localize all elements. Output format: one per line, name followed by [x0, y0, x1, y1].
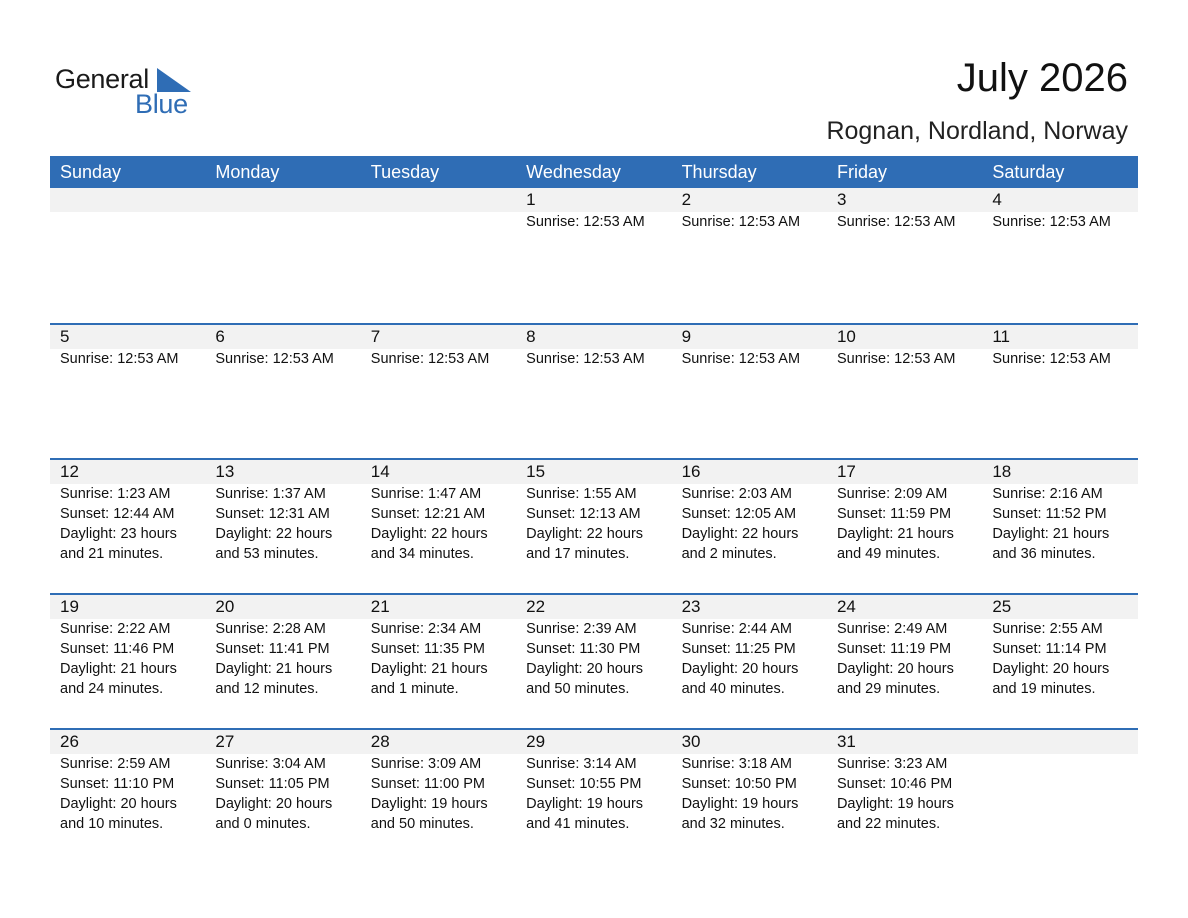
day-number: 9	[681, 327, 692, 346]
day-detail-line: Sunrise: 12:53 AM	[681, 351, 801, 367]
day-number: 14	[370, 462, 390, 481]
day-detail-line: Sunrise: 2:22 AM	[60, 621, 171, 637]
day-details	[837, 212, 982, 232]
day-details	[682, 754, 827, 834]
day-detail-line: Sunset: 12:21 AM	[370, 506, 486, 522]
day-detail-line: Sunrise: 2:44 AM	[681, 621, 792, 637]
day-detail-line: Sunrise: 12:53 AM	[992, 214, 1111, 230]
day-detail-line: and 2 minutes.	[681, 546, 777, 562]
day-details	[992, 212, 1137, 232]
day-details	[60, 754, 205, 834]
day-details	[371, 619, 516, 699]
day-details	[837, 619, 982, 699]
day-detail-line: Sunrise: 1:37 AM	[215, 486, 326, 502]
day-cell	[50, 595, 205, 699]
day-row	[50, 188, 1138, 232]
day-detail-line: Daylight: 21 hours	[215, 661, 333, 677]
day-number: 15	[526, 462, 546, 481]
day-detail-line: and 21 minutes.	[60, 546, 164, 562]
day-detail-line: Sunrise: 12:53 AM	[526, 214, 645, 230]
day-detail-line: Sunrise: 3:14 AM	[526, 756, 637, 772]
day-details	[371, 754, 516, 834]
day-detail-line: Daylight: 21 hours	[836, 526, 954, 542]
day-number: 29	[526, 732, 546, 751]
day-detail-line: Daylight: 20 hours	[60, 796, 177, 812]
day-cell	[205, 730, 360, 834]
day-number: 12	[60, 462, 79, 481]
day-detail-line: Daylight: 19 hours	[681, 796, 799, 812]
weekday-monday: Monday	[215, 162, 280, 182]
day-cell	[982, 730, 1137, 834]
day-details	[682, 619, 827, 699]
day-details	[837, 349, 982, 369]
day-cell	[982, 325, 1137, 369]
day-detail-line: and 49 minutes.	[836, 546, 941, 562]
day-details	[371, 484, 516, 564]
day-cell	[50, 460, 205, 564]
day-number: 17	[836, 462, 856, 481]
day-detail-line: Sunset: 11:10 PM	[60, 776, 175, 792]
day-details	[837, 484, 982, 564]
day-number	[371, 188, 516, 212]
day-number: 18	[992, 462, 1012, 481]
day-detail-line: Daylight: 22 hours	[681, 526, 799, 542]
day-detail-line: Sunrise: 12:53 AM	[526, 351, 645, 367]
weeks-container	[50, 188, 1138, 863]
week-row	[50, 323, 1138, 458]
day-cell	[361, 730, 516, 834]
day-row	[50, 325, 1138, 369]
day-number: 28	[370, 732, 390, 751]
day-detail-line: Sunset: 11:19 PM	[836, 641, 952, 657]
day-cell	[672, 325, 827, 369]
day-details	[837, 754, 982, 834]
calendar-title: July 2026	[956, 56, 1128, 100]
day-detail-line: Sunrise: 12:53 AM	[370, 351, 490, 367]
day-number: 23	[681, 597, 701, 616]
day-number	[60, 188, 205, 212]
day-detail-line: Daylight: 20 hours	[836, 661, 954, 677]
day-detail-line: Sunrise: 12:53 AM	[60, 351, 179, 367]
day-detail-line: and 0 minutes.	[215, 816, 311, 832]
day-detail-line: and 12 minutes.	[215, 681, 319, 697]
day-number: 4	[992, 190, 1002, 209]
day-detail-line: and 24 minutes.	[60, 681, 164, 697]
day-detail-line: Sunset: 11:35 PM	[370, 641, 485, 657]
day-number	[992, 730, 1137, 754]
day-number: 5	[60, 327, 70, 346]
day-number	[215, 188, 360, 212]
day-detail-line: Sunset: 11:25 PM	[681, 641, 796, 657]
day-cell	[516, 595, 671, 699]
day-detail-line: Sunset: 12:05 AM	[681, 506, 797, 522]
day-cell	[827, 730, 982, 834]
day-details	[526, 212, 671, 232]
day-detail-line: Sunset: 11:00 PM	[370, 776, 485, 792]
day-detail-line: Sunrise: 2:55 AM	[992, 621, 1103, 637]
day-details	[992, 484, 1137, 564]
logo-text-general: General	[55, 64, 149, 94]
day-row	[50, 595, 1138, 699]
day-cell	[516, 188, 671, 232]
day-detail-line: Sunset: 12:44 AM	[60, 506, 175, 522]
day-details	[215, 484, 360, 564]
day-details	[992, 349, 1137, 369]
day-detail-line: Sunrise: 12:53 AM	[681, 214, 801, 230]
day-number: 8	[526, 327, 536, 346]
day-cell	[827, 460, 982, 564]
day-detail-line: Sunset: 11:59 PM	[836, 506, 952, 522]
day-cell	[827, 325, 982, 369]
calendar-grid	[50, 156, 1138, 863]
day-detail-line: Sunset: 11:30 PM	[526, 641, 641, 657]
day-cell	[672, 188, 827, 232]
day-number: 10	[836, 327, 856, 346]
day-detail-line: Sunset: 10:55 PM	[526, 776, 642, 792]
day-cell	[361, 595, 516, 699]
day-detail-line: Sunrise: 1:47 AM	[370, 486, 482, 502]
day-number: 13	[215, 462, 235, 481]
day-number: 6	[215, 327, 225, 346]
day-detail-line: and 32 minutes.	[681, 816, 785, 832]
day-cell	[361, 188, 516, 232]
day-detail-line: Sunrise: 2:49 AM	[836, 621, 948, 637]
day-row	[50, 730, 1138, 834]
weekday-saturday: Saturday	[992, 162, 1065, 182]
day-cell	[672, 730, 827, 834]
day-cell	[827, 188, 982, 232]
day-number: 27	[215, 732, 235, 751]
day-details	[60, 484, 205, 564]
day-cell	[516, 460, 671, 564]
day-number: 30	[681, 732, 701, 751]
day-details	[215, 349, 360, 369]
day-cell	[50, 325, 205, 369]
calendar-location: Rognan, Nordland, Norway	[826, 117, 1128, 145]
day-number: 31	[836, 732, 856, 751]
day-detail-line: Sunset: 11:05 PM	[215, 776, 330, 792]
day-detail-line: Sunrise: 3:23 AM	[836, 756, 948, 772]
day-number: 3	[836, 190, 847, 209]
day-detail-line: Sunrise: 2:16 AM	[992, 486, 1103, 502]
day-detail-line: and 50 minutes.	[370, 816, 474, 832]
day-details	[526, 484, 671, 564]
day-detail-line: Sunset: 11:41 PM	[215, 641, 330, 657]
day-detail-line: and 40 minutes.	[681, 681, 785, 697]
day-detail-line: Sunrise: 2:39 AM	[526, 621, 637, 637]
day-cell	[205, 188, 360, 232]
day-detail-line: Sunrise: 3:09 AM	[370, 756, 482, 772]
day-detail-line: Daylight: 21 hours	[370, 661, 488, 677]
day-details	[526, 619, 671, 699]
day-number: 19	[60, 597, 79, 616]
day-detail-line: and 19 minutes.	[992, 681, 1096, 697]
day-detail-line: Sunset: 11:14 PM	[992, 641, 1107, 657]
day-cell	[361, 325, 516, 369]
day-details	[682, 212, 827, 232]
day-details	[371, 349, 516, 369]
day-detail-line: Daylight: 19 hours	[526, 796, 644, 812]
day-detail-line: Sunrise: 12:53 AM	[836, 351, 956, 367]
logo-text-blue: Blue	[135, 89, 188, 119]
day-detail-line: Sunset: 10:46 PM	[836, 776, 953, 792]
day-details	[60, 349, 205, 369]
day-detail-line: Sunset: 12:13 AM	[526, 506, 641, 522]
day-cell	[672, 595, 827, 699]
day-detail-line: Sunset: 11:46 PM	[60, 641, 175, 657]
day-number: 26	[60, 732, 79, 751]
weekday-header	[50, 156, 1138, 188]
day-cell	[205, 460, 360, 564]
day-details	[215, 619, 360, 699]
day-details	[60, 619, 205, 699]
day-detail-line: Sunrise: 3:04 AM	[215, 756, 326, 772]
day-details	[215, 754, 360, 834]
day-detail-line: Sunrise: 12:53 AM	[992, 351, 1111, 367]
day-number: 25	[992, 597, 1012, 616]
day-cell	[982, 595, 1137, 699]
day-detail-line: and 34 minutes.	[370, 546, 474, 562]
day-details	[682, 349, 827, 369]
day-number: 20	[215, 597, 235, 616]
weekday-sunday: Sunday	[60, 162, 122, 182]
day-details	[992, 619, 1137, 699]
day-detail-line: Daylight: 19 hours	[370, 796, 488, 812]
day-detail-line: Sunset: 11:52 PM	[992, 506, 1107, 522]
day-cell	[982, 460, 1137, 564]
day-detail-line: Daylight: 22 hours	[215, 526, 333, 542]
weekday-friday: Friday	[836, 162, 887, 182]
day-detail-line: Sunrise: 2:59 AM	[60, 756, 171, 772]
day-number: 11	[992, 327, 1010, 346]
week-row	[50, 458, 1138, 593]
day-detail-line: Daylight: 21 hours	[992, 526, 1110, 542]
day-detail-line: and 41 minutes.	[526, 816, 630, 832]
logo	[55, 62, 205, 122]
day-detail-line: Sunrise: 12:53 AM	[836, 214, 956, 230]
day-details	[526, 754, 671, 834]
day-details	[682, 484, 827, 564]
day-detail-line: Sunrise: 1:23 AM	[60, 486, 171, 502]
day-detail-line: and 53 minutes.	[215, 546, 319, 562]
weekday-wednesday: Wednesday	[526, 162, 621, 182]
day-number: 1	[526, 190, 536, 209]
day-detail-line: and 10 minutes.	[60, 816, 164, 832]
week-row	[50, 188, 1138, 323]
day-detail-line: Daylight: 22 hours	[370, 526, 488, 542]
day-detail-line: Daylight: 23 hours	[60, 526, 177, 542]
day-cell	[205, 595, 360, 699]
day-detail-line: Sunrise: 2:28 AM	[215, 621, 326, 637]
day-detail-line: Sunrise: 1:55 AM	[526, 486, 637, 502]
weekday-tuesday: Tuesday	[370, 162, 440, 182]
day-number: 2	[681, 190, 692, 209]
day-cell	[672, 460, 827, 564]
day-number: 7	[370, 327, 381, 346]
weekday-thursday: Thursday	[681, 162, 757, 182]
day-cell	[516, 325, 671, 369]
day-detail-line: and 36 minutes.	[992, 546, 1096, 562]
day-detail-line: and 17 minutes.	[526, 546, 630, 562]
day-details	[526, 349, 671, 369]
day-number: 24	[836, 597, 856, 616]
day-cell	[516, 730, 671, 834]
day-detail-line: Daylight: 20 hours	[215, 796, 333, 812]
day-cell	[982, 188, 1137, 232]
day-cell	[50, 188, 205, 232]
day-detail-line: and 22 minutes.	[836, 816, 941, 832]
day-detail-line: Daylight: 20 hours	[526, 661, 644, 677]
day-detail-line: Daylight: 19 hours	[836, 796, 954, 812]
day-detail-line: Daylight: 22 hours	[526, 526, 644, 542]
day-cell	[827, 595, 982, 699]
day-detail-line: Sunrise: 2:34 AM	[370, 621, 482, 637]
day-detail-line: Daylight: 20 hours	[992, 661, 1110, 677]
week-row	[50, 593, 1138, 728]
day-detail-line: Daylight: 20 hours	[681, 661, 799, 677]
day-detail-line: and 29 minutes.	[836, 681, 941, 697]
day-cell	[361, 460, 516, 564]
day-number: 21	[370, 597, 390, 616]
day-row	[50, 460, 1138, 564]
day-number: 22	[526, 597, 546, 616]
week-row	[50, 728, 1138, 863]
day-detail-line: Sunrise: 3:18 AM	[681, 756, 792, 772]
day-detail-line: Sunrise: 12:53 AM	[215, 351, 334, 367]
day-detail-line: Sunrise: 2:03 AM	[681, 486, 792, 502]
day-detail-line: and 50 minutes.	[526, 681, 630, 697]
day-detail-line: Sunset: 12:31 AM	[215, 506, 330, 522]
day-detail-line: Sunset: 10:50 PM	[681, 776, 797, 792]
day-detail-line: Daylight: 21 hours	[60, 661, 177, 677]
day-detail-line: and 1 minute.	[370, 681, 459, 697]
day-cell	[50, 730, 205, 834]
day-number: 16	[681, 462, 701, 481]
day-detail-line: Sunrise: 2:09 AM	[836, 486, 948, 502]
day-cell	[205, 325, 360, 369]
